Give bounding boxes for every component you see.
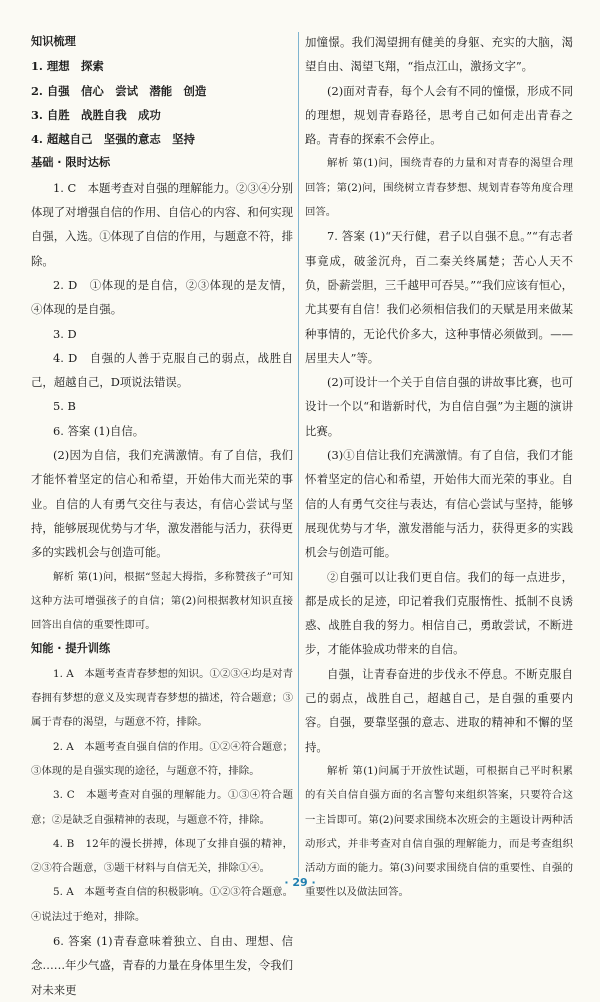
section-heading-knowledge: 知识梳理 <box>31 35 76 48</box>
knowledge-item: 1. 理想 探索 <box>31 59 104 74</box>
answer-item: 6. 答案 (1)自信。 <box>53 423 145 438</box>
answer-paragraph: (3)①自信让我们充满激情。有了自信，我们才能怀着坚定的信心和希望，开始伟大而光荣的事业。自信的人有勇气交往与表达，有信心尝试与坚持，能够展现优势与才华，激发潜能与活力，获得更多的实践机会与创造可能。 <box>305 448 573 560</box>
section-heading-basic: 基础 · 限时达标 <box>31 156 111 170</box>
answer-item: 4. B 12年的漫长拼搏，体现了女排自强的精神，②③符合题意，③题干材料与自信无关，排除①④。 <box>31 837 293 875</box>
column-divider <box>298 32 299 877</box>
analysis-paragraph: 解析 第(1)问，围绕青春的力量和对青春的渴望合理回答；第(2)问，围绕树立青春梦想、规划青春等角度合理回答。 <box>305 157 573 219</box>
answer-paragraph: 自强，让青春奋进的步伐永不停息。不断克服自己的弱点，战胜自己，超越自己，是自强的重要内容。自强，要靠坚强的意志、进取的精神和不懈的坚持。 <box>305 666 573 754</box>
answer-item: 5. A 本题考查自信的积极影响。①②③符合题意。④说法过于绝对，排除。 <box>31 886 293 923</box>
answer-item: 4. D 自强的人善于克服自己的弱点，战胜自己，超越自己，D项说法错误。 <box>31 350 293 390</box>
answer-paragraph: (2)可设计一个关于自信自强的讲故事比赛，也可设计一个以“和谐新时代，为自信自强”为主题的演讲比赛。 <box>305 375 573 438</box>
answer-item: 2. A 本题考查自强自信的作用。①②④符合题意；③体现的是自强实现的途径，与题意不符，排除。 <box>31 740 293 777</box>
analysis-paragraph: 解析 第(1)问，根据“竖起大拇指，多称赞孩子”可知这种方法可增强孩子的自信；第(2)问根据教材知识直接回答出自信的重要性即可。 <box>31 570 293 632</box>
answer-item: 1. C 本题考查对自强的理解能力。②③④分别体现了对增强自信的作用、自信心的内容、和何实现自强，入选。①体现了自信的作用，与题意不符，排除。 <box>31 180 293 268</box>
answer-paragraph: 加憧憬。我们渴望拥有健美的身躯、充实的大脑，渴望自由、渴望飞翔，“指点江山，激扬文字”。 <box>305 35 573 74</box>
answer-paragraph: ②自强可以让我们更自信。我们的每一点进步，都是成长的足迹，印记着我们克服惰性、抵制不良诱惑、战胜自我的努力。相信自己，勇敢尝试，不断进步，才能体验成功带来的自信。 <box>305 569 573 657</box>
answer-item: 3. D <box>53 326 77 341</box>
answer-item: 5. B <box>53 399 76 414</box>
knowledge-item: 3. 自胜 战胜自我 成功 <box>31 107 161 122</box>
left-column <box>31 30 293 1002</box>
analysis-paragraph: 解析 第(1)问属于开放性试题，可根据自己平时积累的有关自信自强方面的名言警句来组织答案，只要符合这一主旨即可。第(2)问要求围绕本次班会的主题设计两种活动形式，并非考查对自信自强的理解能力，而是考查组织活动方面的能力。第(3)问要求围绕自信的重要性、自强的重要性以及做法回答。 <box>305 764 573 899</box>
section-heading-improve: 知能 · 提升训练 <box>31 642 111 656</box>
answer-item: 6. 答案 (1)青春意味着独立、自由、理想、信念……年少气盛，青春的力量在身体里生发，令我们对未来更 <box>31 933 293 997</box>
knowledge-item: 4. 超越自己 坚强的意志 坚持 <box>31 132 195 147</box>
answer-item: 7. 答案 (1)“天行健，君子以自强不息。”“有志者事竟成，破釜沉舟，百二秦关终属楚；苦心人天不负，卧薪尝胆，三千越甲可吞吴。”“我们应该有恒心，尤其要有自信！我们必须相信我们的天赋是用来做某种事情的，无论代价多大，这种事情必须做到。——居里夫人”等。 <box>305 229 573 365</box>
answer-paragraph: (2)面对青春，每个人会有不同的憧憬，形成不同的理想，规划青春路径，思考自己如何走出青春之路。青春的探索不会停止。 <box>305 83 573 147</box>
knowledge-item: 2. 自强 信心 尝试 潜能 创造 <box>31 83 207 98</box>
answer-item: 1. A 本题考查青春梦想的知识。①②③④均是对青春拥有梦想的意义及实现青春梦想的描述，符合题意；③属于青春的渴望，与题意不符，排除。 <box>31 667 293 729</box>
right-column <box>305 30 573 905</box>
answer-paragraph: (2)因为自信，我们充满激情。有了自信，我们才能怀着坚定的信心和希望，开始伟大而光荣的事业。自信的人有勇气交往与表达，有信心尝试与坚持，能够展现优势与才华，激发潜能与活力，获得更多的实践机会与创造可能。 <box>31 448 293 560</box>
answer-item: 3. C 本题考查对自强的理解能力。①③④符合题意；②是缺乏自强精神的表现，与题意不符，排除。 <box>31 789 293 826</box>
answer-item: 2. D ①体现的是自信，②③体现的是友情，④体现的是自强。 <box>31 277 293 317</box>
page-number: · 29 · <box>284 876 316 889</box>
